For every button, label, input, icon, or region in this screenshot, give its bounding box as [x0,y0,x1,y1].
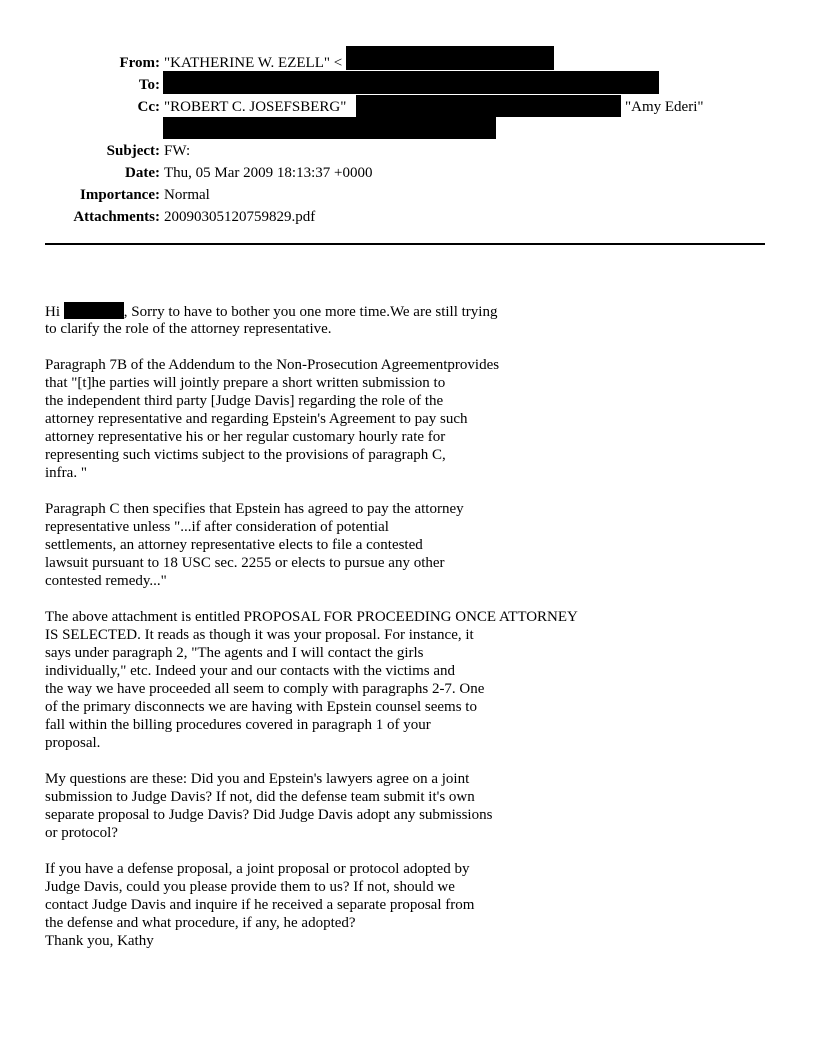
body-line: proposal. [45,735,101,751]
body-line: contact Judge Davis and inquire if he received a separate proposal from [45,897,475,913]
redaction-box [163,117,496,139]
to-label: To: [138,77,160,93]
body-line: attorney representative his or her regular customary hourly rate for [45,429,446,445]
attachments-value[interactable]: 20090305120759829.pdf [164,209,316,225]
body-line: attorney representative and regarding Epstein's Agreement to pay such [45,411,468,427]
header-date-row [0,162,816,184]
cc-value: "ROBERT C. JOSEFSBERG" [164,99,347,115]
body-line: or protocol? [45,825,118,841]
body-line: the way we have proceeded all seem to comply with paragraphs 2-7. One [45,681,485,697]
header-to-row [0,74,816,96]
header-cc-continuation-row [0,118,816,140]
paragraph-attachment [45,608,765,752]
paragraph-questions [45,770,765,842]
redaction-box [64,302,124,319]
cc-value-after: "Amy Ederi" [625,99,704,115]
greeting-rest: , Sorry to have to bother you one more time.We are still trying [123,304,498,320]
body-line: says under paragraph 2, "The agents and I will contact the girls [45,645,424,661]
body-line: representative unless "...if after consideration of potential [45,519,389,535]
body-line: The above attachment is entitled PROPOSAL FOR PROCEEDING ONCE ATTORNEY [45,609,578,625]
header-cc-row [0,96,816,118]
paragraph-closing [45,860,765,950]
body-line: Paragraph 7B of the Addendum to the Non-Prosecution Agreementprovides [45,357,500,373]
from-value: "KATHERINE W. EZELL" < [164,55,343,71]
redaction-box [356,95,621,117]
body-line: the defense and what procedure, if any, he adopted? [45,915,356,931]
from-label: From: [119,55,160,71]
body-line: My questions are these: Did you and Epstein's lawyers agree on a joint [45,771,470,787]
paragraph-7b [45,356,765,482]
subject-label: Subject: [106,143,160,159]
cc-label: Cc: [137,99,160,115]
importance-label: Importance: [80,187,160,203]
body-line: Paragraph C then specifies that Epstein has agreed to pay the attorney [45,501,464,517]
header-attachments-row [0,206,816,228]
email-header [0,52,816,228]
attachments-label: Attachments: [73,209,160,225]
body-line: Judge Davis, could you please provide them to us? If not, should we [45,879,455,895]
body-line: If you have a defense proposal, a joint proposal or protocol adopted by [45,861,470,877]
body-line: settlements, an attorney representative elects to file a contested [45,537,423,553]
importance-value: Normal [164,187,210,203]
body-line [45,302,765,320]
redaction-box [346,46,554,70]
date-label: Date: [125,165,160,181]
body-line: that "[t]he parties will jointly prepare a short written submission to [45,375,446,391]
email-body [45,302,765,950]
body-line: infra. " [45,465,87,481]
signature-line: Thank you, Kathy [45,933,154,949]
body-line: IS SELECTED. It reads as though it was your proposal. For instance, it [45,627,474,643]
redaction-box [163,71,659,94]
paragraph-greeting [45,302,765,338]
body-line: individually," etc. Indeed your and our contacts with the victims and [45,663,456,679]
body-line: to clarify the role of the attorney representative. [45,321,332,337]
paragraph-c [45,500,765,590]
body-line: the independent third party [Judge Davis] regarding the role of the [45,393,444,409]
header-subject-row [0,140,816,162]
date-value: Thu, 05 Mar 2009 18:13:37 +0000 [164,165,373,181]
body-line: submission to Judge Davis? If not, did the defense team submit it's own [45,789,475,805]
body-line: representing such victims subject to the provisions of paragraph C, [45,447,446,463]
body-line: separate proposal to Judge Davis? Did Judge Davis adopt any submissions [45,807,493,823]
header-importance-row [0,184,816,206]
subject-value: FW: [164,143,191,159]
body-line: lawsuit pursuant to 18 USC sec. 2255 or elects to pursue any other [45,555,445,571]
body-line: fall within the billing procedures covered in paragraph 1 of your [45,717,431,733]
body-line: of the primary disconnects we are having with Epstein counsel seems to [45,699,477,715]
header-divider [45,243,765,245]
greeting-text: Hi [45,304,64,320]
body-line: contested remedy..." [45,573,167,589]
